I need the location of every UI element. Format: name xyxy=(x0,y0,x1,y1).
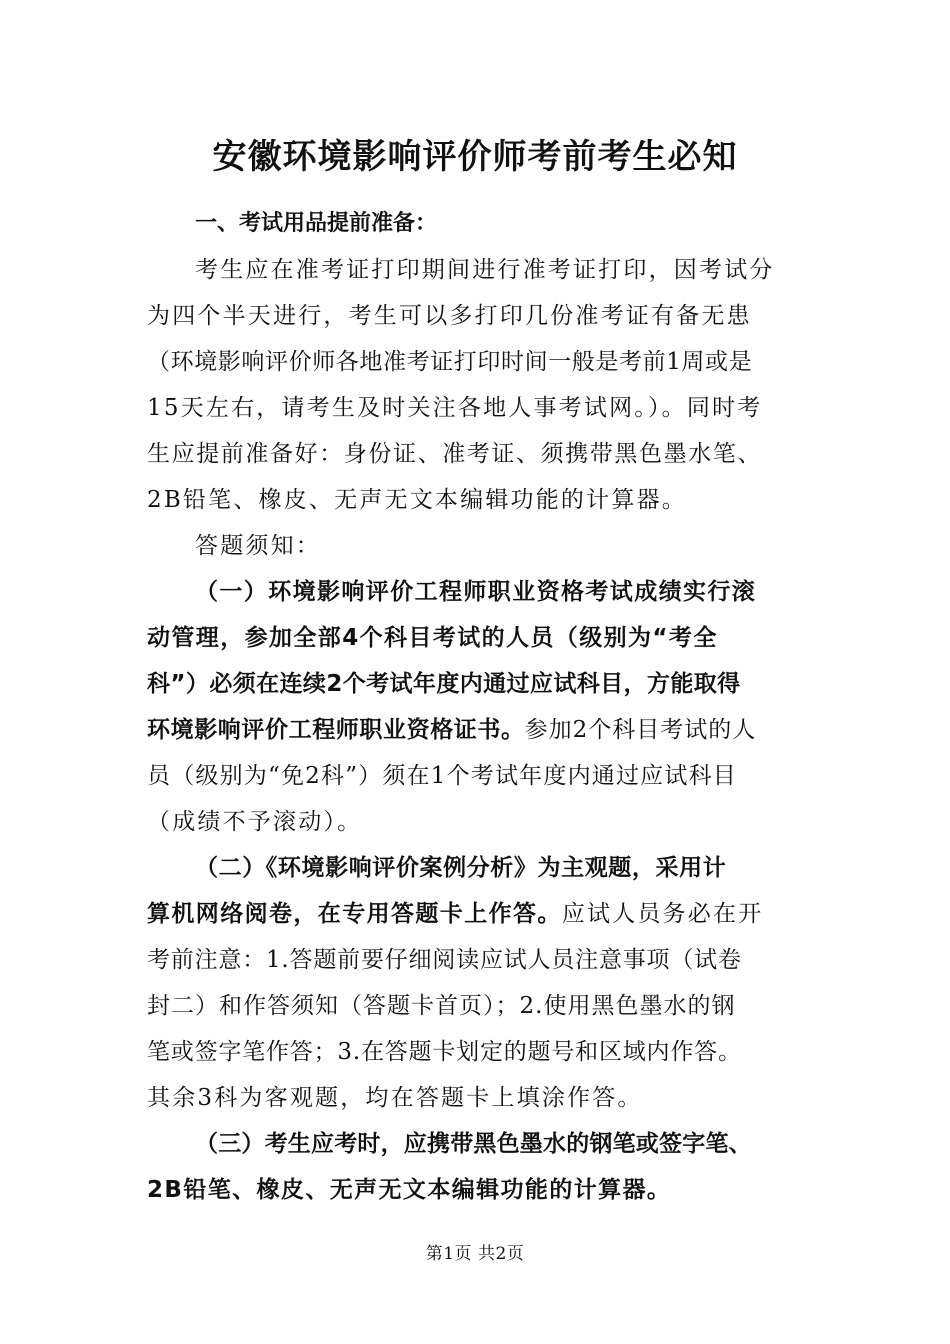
item2-paragraph xyxy=(147,845,817,1121)
paragraph-line: 科”）必须在连续2个考试年度内通过应试科目，方能取得 xyxy=(147,671,741,697)
bold-text: 环境影响评价工程师职业资格证书。 xyxy=(147,717,525,743)
paragraph-line: 为四个半天进行，考生可以多打印几份准考证有备无患 xyxy=(147,303,752,329)
section1-paragraph xyxy=(147,247,817,523)
bold-text: 算机网络阅卷，在专用答题卡上作答。 xyxy=(147,901,562,927)
document-body xyxy=(147,201,817,1213)
paragraph-line: 封二）和作答须知（答题卡首页）；2.使用黑色墨水的钢 xyxy=(147,993,736,1019)
paragraph-line: 其余3科为客观题，均在答题卡上填涂作答。 xyxy=(147,1085,643,1111)
paragraph-line: 考生应在准考证打印期间进行准考证打印，因考试分 xyxy=(195,257,775,283)
item1-paragraph xyxy=(147,569,817,845)
page-title: 安徽环境影响评价师考前考生必知 xyxy=(212,137,738,177)
plain-text: 参加2个科目考试的人 xyxy=(524,717,757,743)
paragraph-line xyxy=(147,707,817,753)
plain-text: 应试人员务必在开 xyxy=(561,901,764,927)
paragraph-line: （三）考生应考时，应携带黑色墨水的钢笔或签字笔、 xyxy=(195,1131,752,1157)
paragraph-line: 笔或签字笔作答；3.在答题卡划定的题号和区域内作答。 xyxy=(147,1039,742,1065)
page-number-footer: 第1页 共2页 xyxy=(425,1244,525,1264)
paragraph-line: （一）环境影响评价工程师职业资格考试成绩实行滚 xyxy=(195,579,757,605)
paragraph-line: 15天左右，请考生及时关注各地人事考试网。）。同时考 xyxy=(147,395,763,421)
paragraph-line: （二）《环境影响评价案例分析》为主观题，采用计 xyxy=(195,855,727,881)
paragraph-line: 员（级别为“免2科”）须在1个考试年度内通过应试科目 xyxy=(147,763,737,789)
answer-notice-heading: 答题须知： xyxy=(195,533,321,559)
paragraph-line: 生应提前准备好：身份证、准考证、须携带黑色墨水笔、 xyxy=(147,441,762,467)
paragraph-line: 动管理，参加全部4个科目考试的人员（级别为“考全 xyxy=(147,625,718,651)
paragraph-line: 2B铅笔、橡皮、无声无文本编辑功能的计算器。 xyxy=(147,1177,672,1203)
paragraph-line: 2B铅笔、橡皮、无声无文本编辑功能的计算器。 xyxy=(147,487,687,513)
paragraph-line: 考前注意：1.答题前要仔细阅读应试人员注意事项（试卷 xyxy=(147,947,742,973)
paragraph-line: （环境影响评价师各地准考证打印时间一般是考前1周或是 xyxy=(147,349,753,375)
paragraph-line: （成绩不予滚动）。 xyxy=(147,809,363,835)
item3-paragraph xyxy=(147,1121,817,1213)
section-heading: 一、考试用品提前准备： xyxy=(195,211,438,236)
paragraph-line xyxy=(147,891,817,937)
